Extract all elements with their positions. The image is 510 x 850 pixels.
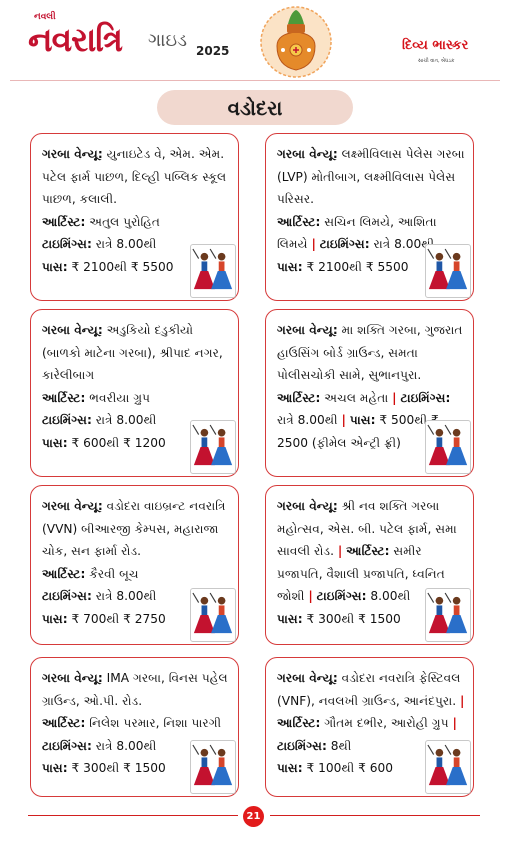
separator: | [337,544,343,559]
timing-label: ટાઇમિંગ્સ: [42,413,92,428]
artist-label: આર્ટિસ્ટ: [277,716,321,731]
brand-guide-text: ગાઇડ [148,30,188,51]
pass-label: પાસ: [277,611,303,626]
venue-card [265,657,474,797]
venue-label: ગરબા વેન્યૂ: [277,671,338,685]
venue-text: વડોદરા નવરાત્રિ ફેસ્ટિવલ (VNF), નવલખી ગ્રાઉન્ડ, આનંદપુરા. [277,671,461,708]
separator: | [341,413,346,428]
timing-text: રાત્રે 8.00થી [277,413,338,428]
garba-dancers-icon [190,588,236,642]
timing-text: રાત્રે 8.00થી [95,738,157,753]
header-divider [10,80,500,81]
venue-label: ગરબા વેન્યૂ: [42,323,103,337]
pass-text: ₹ 700થી ₹ 2750 [71,611,166,626]
pass-label: પાસ: [277,761,303,776]
timing-label: ટાઇમિંગ્સ: [277,738,327,753]
timing-text: રાત્રે 8.00થી [95,589,157,604]
venue-text: વડોદરા વાઇબ્રન્ટ નવરાત્રિ (VVN) બીઆરજી કેમ્પસ, મહારાજા ચોક, સન ફાર્મા રોડ. [42,499,226,559]
garbo-pot-icon [255,6,337,78]
pass-label: પાસ: [42,259,68,274]
artist-text: ભવરીયા ગ્રુપ [89,390,151,405]
separator: | [459,693,465,708]
artist-line [42,211,230,234]
pass-label: પાસ: [42,761,68,776]
artist-text: કૈરવી બૂચ [89,566,139,581]
venue-line [42,495,230,563]
timing-text: રાત્રે 8.00થી [373,237,435,252]
footer-rule-right [270,815,480,816]
artist-text: અતુલ પુરોહિત [89,214,161,229]
artist-label: આર્ટિસ્ટ: [42,390,86,405]
artist-label: આર્ટિસ્ટ: [42,214,86,229]
venue-card [30,133,239,301]
venue-text: લક્ષ્મીવિલાસ પેલેસ ગરબા (LVP) મોતીબાગ, લક્ષ્મીવિલાસ પેલેસ પરિસર. [277,147,465,207]
artist-label: આર્ટિસ્ટ: [42,566,86,581]
brand-title: નવરાત્રિ [28,20,123,59]
garba-dancers-icon [425,740,471,794]
artist-line [42,712,230,735]
pass-label: પાસ: [42,435,68,450]
timing-text: 8થી [330,738,352,753]
timing-text: 8.00થી [370,589,411,604]
garba-dancers-icon [425,420,471,474]
venue-card [265,133,474,301]
pass-text: ₹ 300થી ₹ 1500 [306,611,401,626]
garba-dancers-icon [425,244,471,298]
pass-text: ₹ 300થી ₹ 1500 [71,761,166,776]
artist-line [42,387,230,410]
timing-text: રાત્રે 8.00થી [95,237,157,252]
timing-label: ટાઇમિંગ્સ: [42,589,92,604]
pass-text: ₹ 500થી ₹ 2500 (ફીમેલ એન્ટ્રી ફ્રી) [277,413,439,450]
venue-text: શ્રી નવ શક્તિ ગરબા મહોત્સવ, એસ. બી. પટેલ ફાર્મ, સમા સાવલી રોડ. [277,499,457,559]
venue-card [30,309,239,477]
separator: | [452,716,457,731]
newspaper-tagline: સાચી વાત, બેધડક [418,58,455,64]
venue-line [277,143,465,211]
venue-text: મા શક્તિ ગરબા, ગુજરાત હાઉસિંગ બોર્ડ ગ્રાઉન્ડ, સમતા પોલીસચોકી સામે, સુભાનપુરા. [277,323,463,383]
garba-dancers-icon [190,244,236,298]
artist-line [42,563,230,586]
artist-text: અચલ મહેતા [324,390,389,405]
garba-dancers-icon [425,588,471,642]
venue-label: ગરબા વેન્યૂ: [277,499,338,513]
pass-text: ₹ 100થી ₹ 600 [306,761,394,776]
city-title: વડોદરા [157,90,353,125]
newspaper-logo: દિવ્ય ભાસ્કર [402,38,469,53]
artist-label: આર્ટિસ્ટ: [277,390,321,405]
venue-line [42,143,230,211]
artist-label: આર્ટિસ્ટ: [277,214,321,229]
timing-label: ટાઇમિંગ્સ: [316,589,367,604]
venue-line [277,319,465,387]
page-number: 21 [243,806,264,827]
garba-dancers-icon [190,420,236,474]
venue-line [42,319,230,387]
venue-label: ગરબા વેન્યૂ: [42,147,103,161]
timing-label: ટાઇમિંગ્સ: [400,390,451,405]
pass-label: પાસ: [277,259,303,274]
pass-text: ₹ 2100થી ₹ 5500 [306,259,409,274]
artist-text: ગૌતમ દભીર, આરોહી ગ્રુપ [324,716,449,731]
venue-label: ગરબા વેન્યૂ: [277,147,338,161]
timing-label: ટાઇમિંગ્સ: [319,237,370,252]
artist-label: આર્ટિસ્ટ: [346,544,390,559]
venue-text: IMA ગરબા, વિનસ પહેલ ગ્રાઉન્ડ, ઓ.પી. રોડ. [42,671,228,708]
separator: | [311,237,316,252]
artist-text: સચિન લિમયે, આશિતા લિમયે [277,214,437,252]
pass-label: પાસ: [349,413,376,428]
venue-label: ગરબા વેન્યૂ: [277,323,338,337]
venue-line [42,667,230,712]
timing-label: ટાઇમિંગ્સ: [42,738,92,753]
pass-text: ₹ 600થી ₹ 1200 [71,435,166,450]
artist-text: સમીર પ્રજાપતિ, વૈશાલી પ્રજાપતિ, ધ્વનિત જોશી [277,544,445,604]
pass-label: પાસ: [42,611,68,626]
brand-year: 2025 [196,44,230,58]
separator: | [308,589,313,604]
venue-card [265,485,474,645]
brand-small-text: નવલી [34,12,56,22]
venue-card [30,657,239,797]
footer-rule-left [28,815,238,816]
separator: | [392,390,397,405]
venue-label: ગરબા વેન્યૂ: [42,671,103,685]
venue-card [265,309,474,477]
timing-text: રાત્રે 8.00થી [95,413,157,428]
page-header [0,0,510,80]
venue-label: ગરબા વેન્યૂ: [42,499,103,513]
artist-label: આર્ટિસ્ટ: [42,716,86,731]
artist-text: નિલેશ પરમાર, નિશા પારગી [89,716,222,731]
venue-text: અડુકિયો દડુકીયો (બાળકો માટેના ગરબા), શ્રીપાદ નગર, કારેલીબાગ [42,323,223,383]
garba-dancers-icon [190,740,236,794]
timing-label: ટાઇમિંગ્સ: [42,237,92,252]
venue-text: યુનાઇટેડ વે, એમ. એમ. પટેલ ફાર્મ પાછળ, દિલ્હી પબ્લિક સ્કૂલ પાછળ, કલાલી. [42,147,227,207]
venue-card [30,485,239,645]
pass-text: ₹ 2100થી ₹ 5500 [71,259,174,274]
